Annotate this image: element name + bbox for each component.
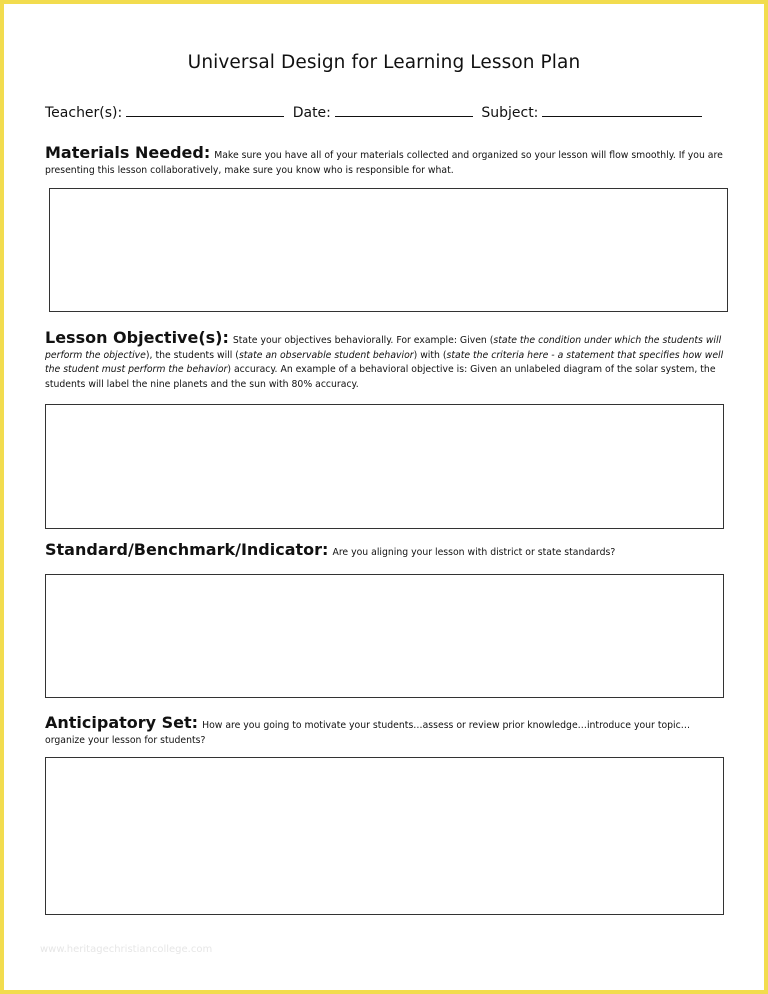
teacher-field[interactable] [126, 102, 284, 117]
anticipatory-box[interactable] [45, 757, 724, 915]
subject-field[interactable] [542, 102, 702, 117]
teacher-label: Teacher(s): [45, 105, 123, 121]
lesson-plan-page [4, 4, 764, 990]
objectives-italic-3: state the criteria here - a statement that specifies how well the student must perform the behavior [45, 349, 724, 375]
standard-instructions: Are you aligning your lesson with district or state standards? [332, 547, 616, 558]
standard-heading: Standard/Benchmark/Indicator: [45, 540, 329, 559]
materials-box[interactable] [49, 188, 728, 312]
objectives-italic-1: state the condition under which the students will perform the objective [45, 335, 722, 361]
objectives-heading: Lesson Objective(s): [45, 328, 229, 347]
anticipatory-section [45, 713, 725, 748]
objectives-text-2: ), the students will ( [145, 349, 239, 361]
standard-box[interactable] [45, 574, 724, 698]
standard-section [45, 540, 725, 561]
page-title: Universal Design for Learning Lesson Plan [187, 52, 581, 73]
objectives-text-4: ) accuracy. An example of a behavioral objective is: Given an unlabeled diagram of the solar system, the students will label the nine planets and the sun with 80% accuracy. [45, 364, 716, 390]
watermark: www.heritagechristiancollege.com [40, 944, 213, 955]
anticipatory-instructions: How are you going to motivate your students…assess or review prior knowledge…introduce your topic…organize your lesson for students? [45, 720, 691, 746]
materials-heading: Materials Needed: [45, 143, 211, 162]
anticipatory-heading: Anticipatory Set: [45, 713, 199, 732]
date-field[interactable] [335, 102, 473, 117]
objectives-section [45, 328, 725, 392]
objectives-italic-2: state an observable student behavior [238, 349, 414, 361]
objectives-text-1: State your objectives behaviorally. For example: Given ( [232, 335, 494, 346]
materials-section [45, 143, 725, 178]
objectives-text-3: ) with ( [413, 349, 447, 361]
objectives-box[interactable] [45, 404, 724, 529]
date-label: Date: [292, 105, 331, 121]
materials-instructions: Make sure you have all of your materials collected and organized so your lesson will flow smoothly. If you are presenting this lesson collaboratively, make sure you know who is responsible for what. [45, 150, 723, 176]
subject-label: Subject: [481, 105, 539, 121]
header-fields [45, 102, 725, 121]
